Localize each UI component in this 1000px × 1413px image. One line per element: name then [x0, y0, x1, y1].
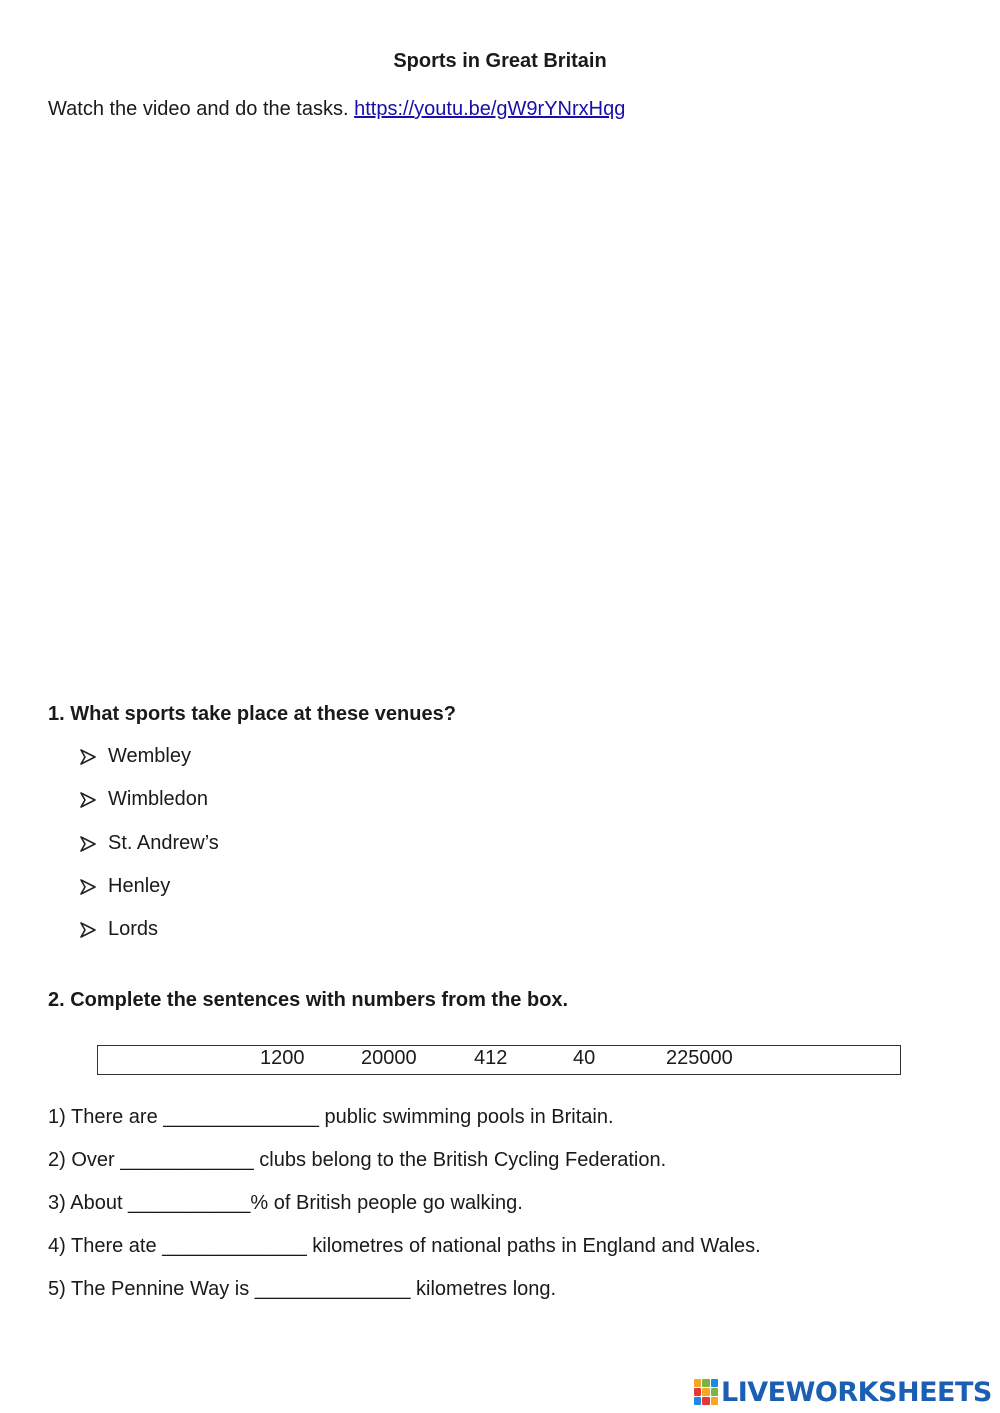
venue-label: Lords [108, 918, 159, 940]
venue-label: Wimbledon [108, 788, 209, 810]
logo-tile [711, 1379, 718, 1387]
logo-tile [694, 1379, 701, 1387]
question-2-heading: 2. Complete the sentences with numbers from the box. [48, 989, 569, 1011]
venue-item [80, 832, 219, 855]
logo-tile [702, 1388, 709, 1396]
logo-tile [694, 1397, 701, 1405]
logo-mark-icon [694, 1379, 718, 1405]
venue-item [80, 745, 191, 768]
question-1-heading: 1. What sports take place at these venues? [48, 703, 456, 725]
sentence-3: 3) About ___________% of British people go walking. [48, 1192, 523, 1214]
sentence-1: 1) There are ______________ public swimming pools in Britain. [48, 1106, 614, 1128]
arrow-bullet-icon [80, 879, 96, 895]
venue-label: Wembley [108, 745, 191, 767]
logo-tile [711, 1397, 718, 1405]
liveworksheets-logo [694, 1372, 992, 1412]
logo-text: LIVEWORKSHEETS [721, 1376, 992, 1408]
venue-label: St. Andrew’s [108, 832, 219, 854]
arrow-bullet-icon [80, 922, 96, 938]
sentence-4: 4) There ate _____________ kilometres of national paths in England and Wales. [48, 1235, 761, 1257]
logo-tile [694, 1388, 701, 1396]
venue-item [80, 875, 170, 898]
page-title: Sports in Great Britain [393, 50, 607, 72]
venue-label: Henley [108, 875, 171, 897]
box-number: 40 [573, 1047, 596, 1069]
video-link[interactable]: https://youtu.be/gW9rYNrxHqg [354, 98, 626, 120]
intro-text: Watch the video and do the tasks. [48, 98, 355, 120]
arrow-bullet-icon [80, 749, 96, 765]
box-number: 412 [474, 1047, 508, 1069]
sentence-2: 2) Over ____________ clubs belong to the British Cycling Federation. [48, 1149, 667, 1171]
logo-tile [702, 1379, 709, 1387]
box-number: 1200 [260, 1047, 305, 1069]
arrow-bullet-icon [80, 836, 96, 852]
sentence-5: 5) The Pennine Way is ______________ kilometres long. [48, 1278, 557, 1300]
venue-item [80, 788, 208, 811]
intro-line [48, 98, 625, 121]
logo-tile [702, 1397, 709, 1405]
venue-item [80, 918, 158, 941]
box-number: 20000 [361, 1047, 417, 1069]
arrow-bullet-icon [80, 792, 96, 808]
box-number: 225000 [666, 1047, 733, 1069]
logo-tile [711, 1388, 718, 1396]
